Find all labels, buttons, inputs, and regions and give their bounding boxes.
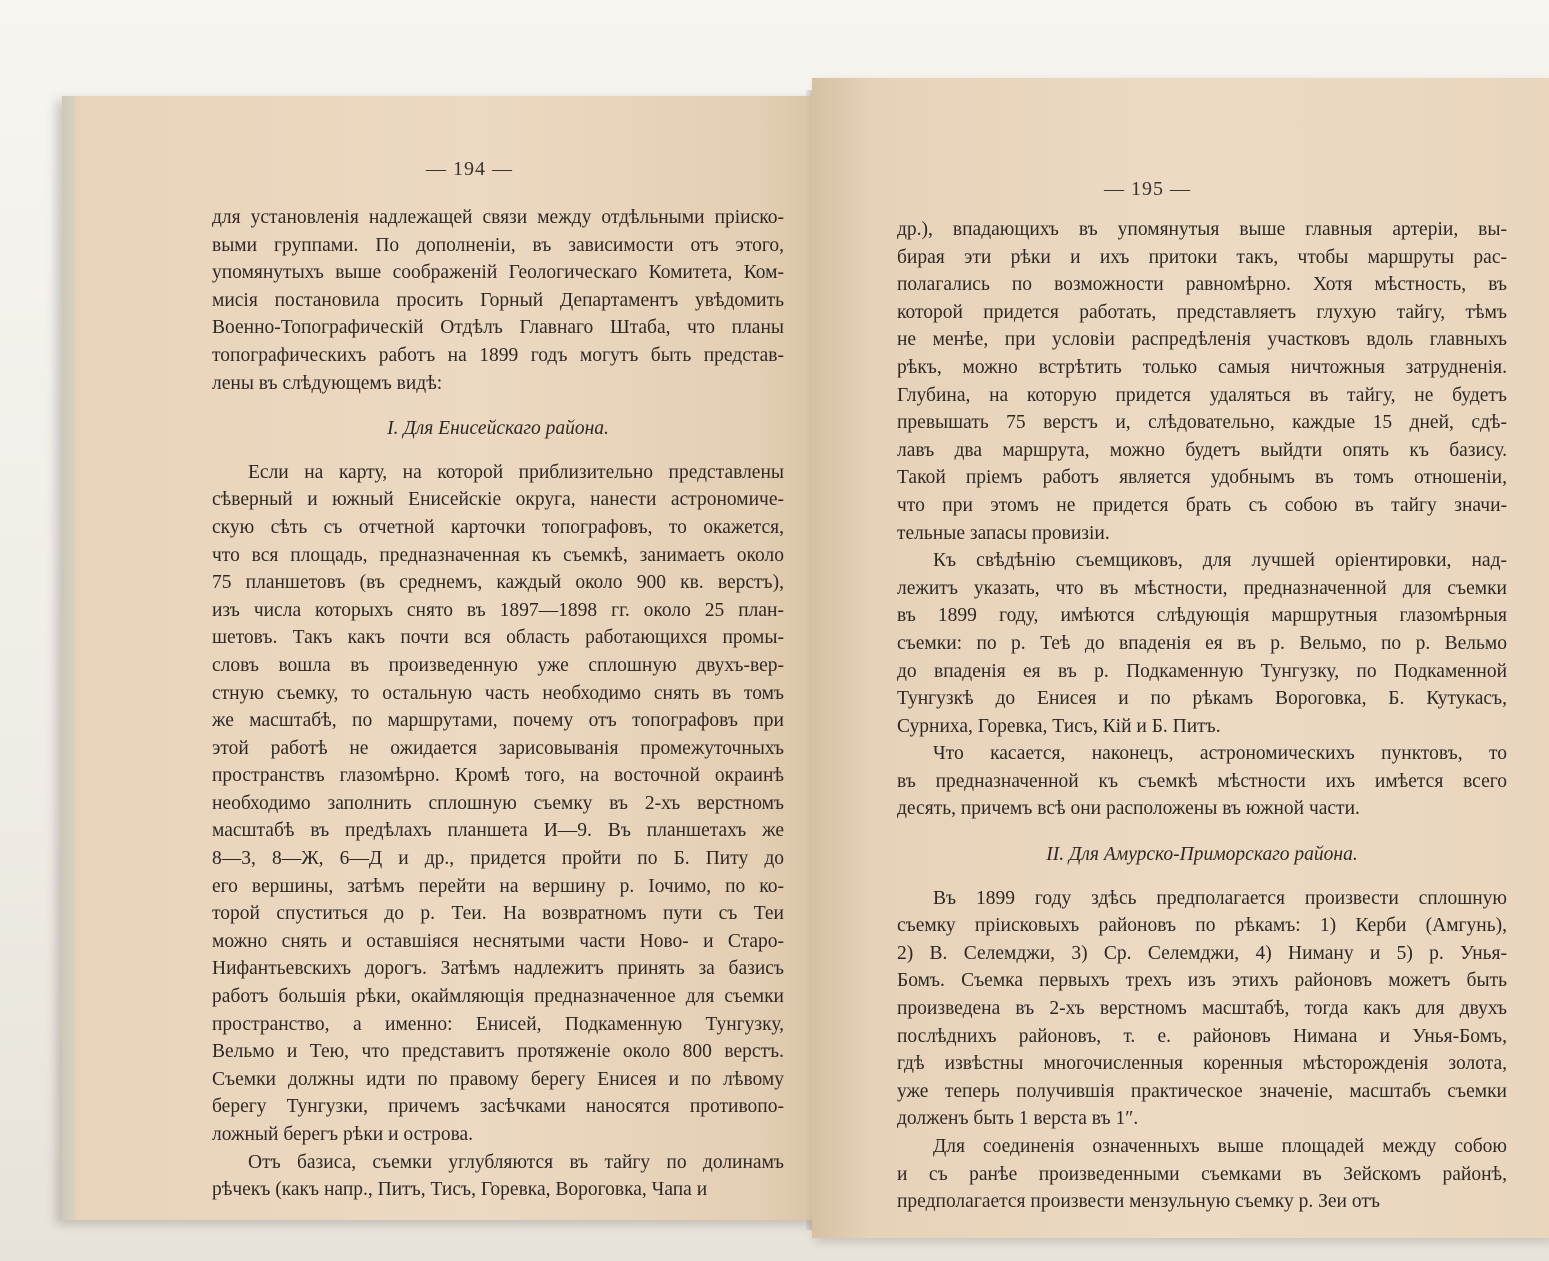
paragraph	[897, 885, 1507, 1133]
left-page	[62, 96, 818, 1220]
text-line: для установленія надлежащей связи между отдѣльными пріиско-	[212, 207, 784, 228]
text-line: Съемки должны идти по правому берегу Енисея и по лѣвому	[212, 1068, 784, 1090]
text-line: скую сѣть съ отчетной карточки топографовъ, то окажется,	[212, 516, 784, 538]
right-page	[812, 78, 1549, 1238]
text-line: что вся площадь, предназначенная къ съемкѣ, занимаетъ около	[212, 544, 784, 566]
page-edge	[62, 96, 76, 1220]
text-line: Такой пріемъ работъ является удобнымъ въ томъ отношеніи,	[897, 467, 1507, 489]
text-line: десять, причемъ всѣ они расположены въ южной части.	[897, 798, 1360, 820]
text-line: полагались по возможности равномѣрно. Хотя мѣстность, въ	[897, 274, 1507, 296]
text-line: долженъ быть 1 верста въ 1″.	[897, 1108, 1139, 1130]
text-line: превышать 75 верстъ и, слѣдовательно, каждые 15 дней, сдѣ-	[897, 412, 1507, 434]
text-line: предполагается произвести мензульную съемку р. Зеи отъ	[897, 1191, 1380, 1213]
text-line: Военно-Топографическій Отдѣлъ Главнаго Штаба, что планы	[212, 317, 784, 339]
text-line: мисія постановила просить Горный Департаментъ увѣдомить	[212, 289, 784, 311]
text-line: которой придется работать, представляетъ глухую тайгу, тѣмъ	[897, 301, 1507, 323]
paragraph	[897, 740, 1507, 823]
text-line: же масштабѣ, по маршрутами, почему отъ топографовъ при	[212, 710, 784, 732]
text-line: Что касается, наконецъ, астрономическихъ пунктовъ, то	[933, 743, 1507, 765]
text-line: Нифантьевскихъ дорогъ. Затѣмъ надлежитъ принять за базисъ	[212, 958, 784, 980]
text-line: въ 1899 году, имѣются слѣдующія маршрутныя глазомѣрныя	[897, 605, 1507, 627]
text-line: тельные запасы провизіи.	[897, 522, 1110, 544]
text-line: изъ числа которыхъ снято въ 1897—1898 гг. около 25 план-	[212, 599, 784, 621]
text-line: лены въ слѣдующемъ видѣ:	[212, 372, 443, 394]
text-line: съемку пріисковыхъ районовъ по рѣкамъ: 1) Керби (Амгунь),	[897, 915, 1507, 937]
text-line: упомянутыхъ выше соображеній Геологическаго Комитета, Ком-	[212, 262, 784, 284]
text-line: словъ вошла въ произведенную уже сплошную двухъ-вер-	[212, 654, 784, 676]
right-page-text	[897, 216, 1507, 1216]
text-line: лавъ два маршрута, можно будетъ выйдти опять къ базису.	[897, 439, 1507, 461]
text-line: работъ большія рѣки, окаймляющія предназначенное для съемки	[212, 986, 784, 1008]
left-page-text	[212, 204, 784, 1204]
text-line: этой работѣ не ожидается зарисовыванія промежуточныхъ	[212, 737, 784, 759]
text-line: Въ 1899 году здѣсь предполагается произвести сплошную	[933, 887, 1507, 909]
text-line: Если на карту, на которой приблизительно представлены	[248, 461, 784, 483]
text-line: стную съемку, то остальную часть необходимо снять въ томъ	[212, 682, 784, 704]
text-line: Сурниха, Горевка, Тисъ, Кій и Б. Питъ.	[897, 715, 1221, 737]
text-line: ложный берегъ рѣки и острова.	[212, 1124, 474, 1145]
text-line: 8—3, 8—Ж, 6—Д и др., придется пройти по Б. Питу до	[212, 848, 784, 870]
paragraph	[212, 1149, 784, 1204]
text-line: рѣкъ, можно встрѣтить только самыя ничтожныя затрудненія.	[897, 356, 1507, 378]
text-line: что при этомъ не придется брать съ собою въ тайгу значи-	[897, 494, 1507, 516]
text-line: 2) В. Селемджи, 3) Ср. Селемджи, 4) Ниману и 5) р. Унья-	[897, 942, 1507, 964]
section-heading: II. Для Амурско-Приморскаго района.	[1046, 844, 1358, 866]
text-line: Вельмо и Тею, что представитъ протяженіе около 800 верстъ.	[212, 1041, 784, 1063]
text-line: уже теперь получившія практическое значеніе, масштабъ съемки	[897, 1080, 1507, 1102]
text-line: съемки: по р. Теѣ до впаденія ея въ р. Вельмо, по р. Вельмо	[897, 632, 1507, 654]
paragraph	[897, 1133, 1507, 1216]
text-line: не менѣе, при условіи распредѣленія участковъ вдоль главныхъ	[897, 329, 1507, 351]
paragraph	[897, 216, 1507, 547]
paragraph	[212, 459, 784, 1149]
section-heading: I. Для Енисейскаго района.	[387, 418, 609, 440]
text-line: послѣднихъ районовъ, т. е. районовъ Нимана и Унья-Бомъ,	[897, 1025, 1507, 1047]
text-line: до впаденія ея въ р. Подкаменную Тунгузку, по Подкаменной	[897, 660, 1507, 682]
text-line: др.), впадающихъ въ упомянутыя выше главныя артеріи, вы-	[897, 219, 1507, 240]
text-line: Къ свѣдѣнію съемщиковъ, для лучшей оріентировки, над-	[933, 550, 1507, 572]
text-line: въ предназначенной къ съемкѣ мѣстности ихъ имѣется всего	[897, 770, 1507, 792]
text-line: бирая эти рѣки и ихъ притоки такъ, чтобы маршруты рас-	[897, 246, 1507, 268]
text-line: шетовъ. Такъ какъ почти вся область работающихся промы-	[212, 627, 784, 649]
text-line: выми группами. По дополненіи, въ зависимости отъ этого,	[212, 234, 784, 256]
text-line: топографическихъ работъ на 1899 годъ могутъ быть представ-	[212, 344, 784, 366]
text-line: Для соединенія означенныхъ выше площадей между собою	[933, 1136, 1507, 1157]
text-line: Глубина, на которую придется удаляться въ тайгу, не будетъ	[897, 384, 1507, 406]
paragraph	[212, 204, 784, 397]
page-number: — 195 —	[1104, 178, 1191, 200]
text-line: рѣчекъ (какъ напр., Питъ, Тисъ, Горевка, Вороговка, Чапа и	[212, 1179, 708, 1201]
text-line: и съ ранѣе произведенными съемками въ Зейскомъ районѣ,	[897, 1163, 1507, 1185]
text-line: сѣверный и южный Енисейскіе округа, нанести астрономиче-	[212, 489, 784, 511]
page-number: — 194 —	[426, 158, 513, 180]
paragraph	[897, 547, 1507, 740]
text-line: Тунгузкѣ до Енисея и по рѣкамъ Вороговка, Б. Кутукасъ,	[897, 688, 1507, 710]
text-line: его вершины, затѣмъ перейти на вершину р. Іочимо, по ко-	[212, 875, 784, 897]
text-line: берегу Тунгузки, причемъ засѣчками наносятся противопо-	[212, 1096, 784, 1118]
text-line: произведена въ 2-хъ верстномъ масштабѣ, тогда какъ для двухъ	[897, 998, 1507, 1020]
text-line: 75 планшетовъ (въ среднемъ, каждый около 900 кв. верстъ),	[212, 572, 784, 594]
text-line: пространствъ глазомѣрно. Кромѣ того, на восточной окраинѣ	[212, 765, 784, 787]
text-line: торой спуститься до р. Теи. На возвратномъ пути съ Теи	[212, 903, 784, 925]
text-line: масштабѣ въ предѣлахъ планшета И—9. Въ планшетахъ же	[212, 820, 784, 842]
text-line: необходимо заполнить сплошную съемку въ 2-хъ верстномъ	[212, 792, 784, 814]
text-line: Бомъ. Съемка первыхъ трехъ изъ этихъ районовъ можетъ быть	[897, 970, 1507, 992]
text-line: можно снять и оставшіяся неснятыми части Ново- и Старо-	[212, 930, 784, 952]
text-line: лежитъ указать, что въ мѣстности, предназначенной для съемки	[897, 577, 1507, 599]
text-line: Отъ базиса, съемки углубляются въ тайгу по долинамъ	[248, 1151, 784, 1173]
text-line: пространство, а именно: Енисей, Подкаменную Тунгузку,	[212, 1013, 784, 1035]
text-line: гдѣ извѣстны многочисленныя коренныя мѣсторожденія золота,	[897, 1053, 1507, 1075]
